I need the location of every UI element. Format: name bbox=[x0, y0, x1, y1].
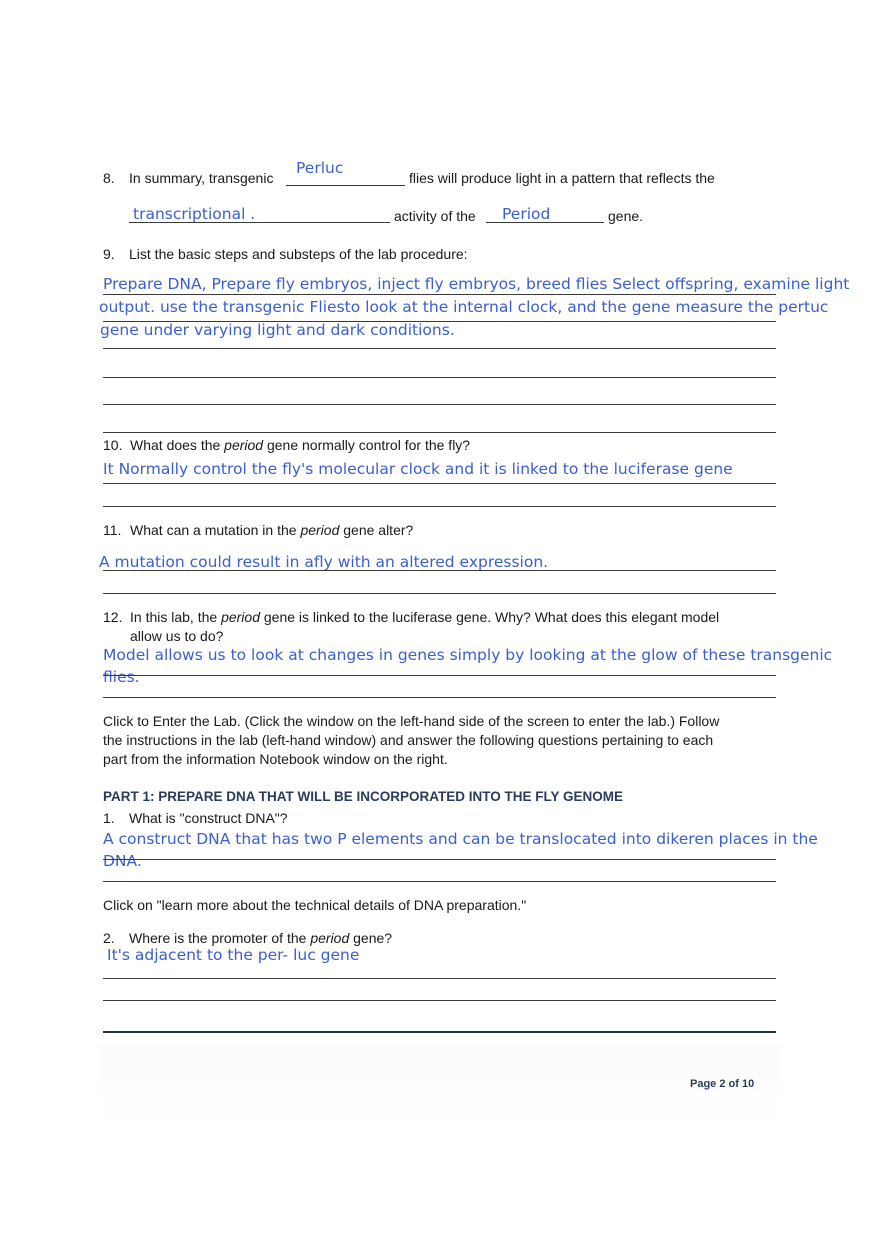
part1-q1-answer-line-2[interactable]: DNA. bbox=[103, 852, 142, 870]
answer-line[interactable] bbox=[103, 697, 776, 698]
q8-answer-2[interactable]: transcriptional . bbox=[133, 205, 256, 223]
q10-answer[interactable]: It Normally control the fly's molecular clock and it is linked to the luciferase gene bbox=[103, 460, 733, 478]
part1-q1-number: 1. bbox=[103, 810, 115, 826]
answer-line[interactable] bbox=[103, 978, 776, 979]
page-number: Page 2 of 10 bbox=[690, 1078, 755, 1090]
answer-line[interactable] bbox=[103, 377, 776, 378]
footer-shade bbox=[100, 1045, 780, 1125]
q12-question-line-2: allow us to do? bbox=[130, 628, 224, 644]
q10-number: 10. bbox=[103, 437, 123, 453]
part1-q2-question-em: period bbox=[310, 930, 350, 946]
instructions-line-3: part from the information Notebook window on the right. bbox=[103, 751, 448, 767]
q11-question-em: period bbox=[300, 522, 340, 538]
answer-line[interactable] bbox=[103, 404, 776, 405]
q9-number: 9. bbox=[103, 246, 115, 262]
answer-line[interactable] bbox=[103, 432, 776, 433]
q8-text-pre: In summary, transgenic bbox=[129, 170, 274, 186]
q11-question-post: gene alter? bbox=[343, 522, 414, 538]
q9-answer-line-1[interactable]: Prepare DNA, Prepare fly embryos, inject fly embryos, breed flies Select offspring, examine light bbox=[103, 275, 850, 293]
dna-prep-instruction: Click on "learn more about the technical details of DNA preparation." bbox=[103, 897, 527, 913]
answer-line[interactable] bbox=[103, 294, 776, 295]
q12-number: 12. bbox=[103, 609, 123, 625]
q11-question bbox=[130, 522, 413, 538]
q9-answer-line-3[interactable]: gene under varying light and dark conditions. bbox=[100, 321, 455, 339]
q8-text-mid2: activity of the bbox=[394, 208, 476, 224]
q9-answer-line-2[interactable]: output. use the transgenic Fliesto look at the internal clock, and the gene measure the pertuc bbox=[99, 298, 829, 316]
part1-q1-question: What is "construct DNA"? bbox=[129, 810, 288, 826]
q10-question-em: period bbox=[224, 437, 264, 453]
answer-line[interactable] bbox=[103, 675, 776, 676]
part1-q1-answer-line-1[interactable]: A construct DNA that has two P elements and can be translocated into dikeren places in the bbox=[103, 830, 818, 848]
q12-question bbox=[130, 609, 719, 625]
q8-answer-3[interactable]: Period bbox=[502, 205, 551, 223]
answer-line[interactable] bbox=[103, 570, 776, 571]
answer-line[interactable] bbox=[103, 881, 776, 882]
q8-text-mid: flies will produce light in a pattern that reflects the bbox=[409, 170, 715, 186]
q12-question-em: period bbox=[221, 609, 260, 625]
part1-q2-question bbox=[129, 930, 392, 946]
instructions-line-2: the instructions in the lab (left-hand window) and answer the following questions pertaining to each bbox=[103, 732, 714, 748]
q8-blank-1[interactable] bbox=[286, 185, 405, 186]
answer-line[interactable] bbox=[103, 1031, 776, 1033]
q12-answer-line-1[interactable]: Model allows us to look at changes in genes simply by looking at the glow of these transgenic bbox=[103, 646, 833, 664]
answer-line[interactable] bbox=[103, 1000, 776, 1001]
answer-line[interactable] bbox=[103, 483, 776, 484]
q11-answer[interactable]: A mutation could result in afly with an altered expression. bbox=[99, 553, 549, 571]
answer-line[interactable] bbox=[103, 506, 776, 507]
q11-question-pre: What can a mutation in the bbox=[130, 522, 297, 538]
answer-line[interactable] bbox=[103, 348, 776, 349]
q12-question-pre: In this lab, the bbox=[130, 609, 218, 625]
q8-number: 8. bbox=[103, 170, 115, 186]
q8-text-post: gene. bbox=[608, 208, 644, 224]
answer-line[interactable] bbox=[103, 321, 776, 322]
answer-line[interactable] bbox=[103, 859, 776, 860]
q10-question-post: gene normally control for the fly? bbox=[266, 437, 471, 453]
part1-q2-answer[interactable]: It's adjacent to the per- luc gene bbox=[107, 946, 360, 964]
part1-heading: PART 1: PREPARE DNA THAT WILL BE INCORPORATED INTO THE FLY GENOME bbox=[103, 789, 624, 804]
part1-q2-number: 2. bbox=[103, 930, 115, 946]
part1-q2-question-post: gene? bbox=[353, 930, 393, 946]
q11-number: 11. bbox=[103, 522, 122, 538]
q12-question-post: gene is linked to the luciferase gene. Why? What does this elegant model bbox=[263, 609, 720, 625]
q12-answer-line-2[interactable]: flies. bbox=[103, 668, 140, 686]
answer-line[interactable] bbox=[103, 593, 776, 594]
q9-question: List the basic steps and substeps of the lab procedure: bbox=[129, 246, 468, 262]
q8-answer-1[interactable]: Perluc bbox=[296, 159, 344, 177]
q10-question bbox=[130, 437, 470, 453]
q10-question-pre: What does the bbox=[130, 437, 221, 453]
part1-q2-question-pre: Where is the promoter of the bbox=[129, 930, 307, 946]
instructions-line-1: Click to Enter the Lab. (Click the window on the left-hand side of the screen to enter the lab.) Follow bbox=[103, 713, 720, 729]
